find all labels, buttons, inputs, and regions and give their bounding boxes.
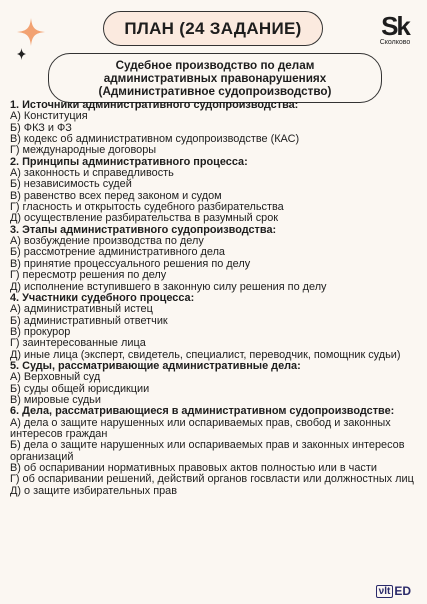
list-item: Д) осуществление разбирательства в разумный срок xyxy=(10,212,279,225)
brand-text: ED xyxy=(394,584,411,598)
list-item: В) равенство всех перед законом и судом xyxy=(10,189,222,202)
list-item: Б) суды общей юрисдикции xyxy=(10,382,150,395)
subtitle-line: Судебное производство по делам xyxy=(115,58,315,72)
list-item: Г) заинтересованные лица xyxy=(10,337,146,350)
list-item: А) дела о защите нарушенных или оспариваемых прав, свобод и законных интересов граждан xyxy=(10,416,391,440)
list-item: А) Верховный суд xyxy=(10,371,101,384)
brand-logo xyxy=(376,584,411,598)
list-item: А) Конституция xyxy=(10,110,88,123)
section-title: 5. Суды, рассматривающие административные дела: xyxy=(10,359,301,372)
list-item: Б) дела о защите нарушенных или оспариваемых прав и законных интересов организаций xyxy=(10,439,405,463)
plan-content xyxy=(10,100,422,497)
page-title: ПЛАН (24 ЗАДАНИЕ) xyxy=(103,11,323,46)
list-item: Д) исполнение вступившего в законную силу решения по делу xyxy=(10,280,327,293)
section-title: 1. Источники административного судопроизводства: xyxy=(10,99,299,111)
subtitle-line: (Административное судопроизводство) xyxy=(98,84,332,98)
list-item: В) прокурор xyxy=(10,325,71,338)
skolkovo-logo xyxy=(373,11,417,47)
list-item: Д) о защите избирательных прав xyxy=(10,484,178,497)
section-title: 2. Принципы административного процесса: xyxy=(10,155,248,168)
subtitle-line: административных правонарушениях xyxy=(103,71,327,85)
list-item: Б) рассмотрение административного дела xyxy=(10,246,225,259)
list-item: Г) гласность и открытость судебного разбирательства xyxy=(10,201,284,214)
list-item: Б) ФКЗ и ФЗ xyxy=(10,121,72,134)
subtitle-box xyxy=(48,53,382,103)
small-star-icon xyxy=(17,48,26,60)
list-item: А) законность и справедливость xyxy=(10,167,174,180)
logo-mark: Sk xyxy=(381,11,409,41)
list-item: А) административный истец xyxy=(10,303,153,316)
section-title: 6. Дела, рассматривающиеся в административном судопроизводстве: xyxy=(10,405,395,418)
list-item: А) возбуждение производства по делу xyxy=(10,235,204,248)
brand-boxed-text: νlt xyxy=(376,585,394,598)
section-title: 4. Участники судебного процесса: xyxy=(10,291,195,304)
list-item: Г) об оспаривании решений, действий органов госвласти или должностных лиц xyxy=(10,473,414,486)
sparkle-star-icon xyxy=(17,18,45,46)
list-item: В) принятие процессуального решения по делу xyxy=(10,257,251,270)
list-item: Б) административный ответчик xyxy=(10,314,168,327)
logo-text: Сколково xyxy=(379,39,411,46)
list-item: Б) независимость судей xyxy=(10,178,132,191)
list-item: Г) пересмотр решения по делу xyxy=(10,269,167,282)
list-item: В) об оспаривании нормативных правовых актов полностью или в части xyxy=(10,462,377,474)
list-item: Г) международные договоры xyxy=(10,144,157,157)
list-item: В) мировые судьи xyxy=(10,393,101,406)
list-item: В) кодекс об административном судопроизводстве (КАС) xyxy=(10,133,300,146)
list-item: Д) иные лица (эксперт, свидетель, специалист, переводчик, помощник судьи) xyxy=(10,348,401,361)
section-title: 3. Этапы административного судопроизводства: xyxy=(10,223,277,236)
